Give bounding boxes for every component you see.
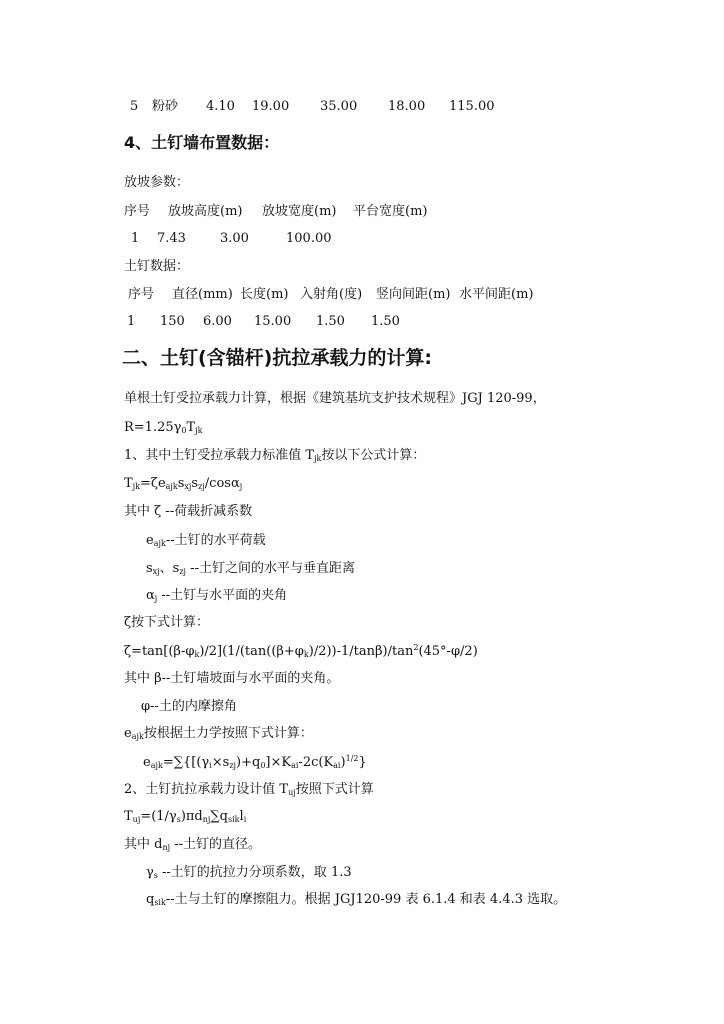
table-header-cell: 直径(mm) xyxy=(172,287,233,302)
formula-r: $R=1.25\gamma_0T_{jk}$ xyxy=(124,420,203,435)
nail-label: 土钉数据： xyxy=(124,259,190,274)
definition: $\gamma_s$ --土钉的抗拉力分项系数，取 1.3 xyxy=(146,865,352,880)
definition: $s_{xj}$、$s_{zj}$ --土钉之间的水平与垂直距离 xyxy=(146,561,355,576)
paragraph: ζ按下式计算： xyxy=(124,615,210,630)
paragraph: 单根土钉受拉承载力计算，根据《建筑基坑支护技术规程》JGJ 120-99， xyxy=(124,391,546,406)
formula-tuj: $T_{uj}=(1/\gamma_s)\pi d_{nj}\sum q_{sik}l_i$ xyxy=(124,809,247,824)
table-header-cell: 长度(m) xyxy=(240,287,289,302)
table-cell: 粉砂 xyxy=(152,99,179,114)
definition: $e_{ajk}--$土钉的水平荷载 xyxy=(146,533,266,548)
table-cell: 1 xyxy=(131,231,140,246)
table-header-cell: 序号 xyxy=(128,287,155,302)
table-header-cell: 放坡宽度(m) xyxy=(262,204,337,219)
table-cell: 115.00 xyxy=(449,99,495,114)
definition: φ--土的内摩擦角 xyxy=(141,699,237,714)
slope-label: 放坡参数： xyxy=(124,175,190,190)
table-header-cell: 水平间距(m) xyxy=(459,287,534,302)
table-header-cell: 序号 xyxy=(124,204,151,219)
table-cell: 15.00 xyxy=(254,314,292,329)
table-cell: 150 xyxy=(160,314,185,329)
table-cell: 35.00 xyxy=(320,99,358,114)
definition: 其中 ζ --荷载折减系数 xyxy=(124,504,253,519)
definition: 其中 β--土钉墙坡面与水平面的夹角。 xyxy=(124,671,340,686)
definition: $q_{sik}--$土与土钉的摩擦阻力。根据 JGJ120-99 表 6.1.4 和表 4.4.3 选取。 xyxy=(146,892,567,907)
table-cell: 7.43 xyxy=(157,231,186,246)
paragraph: 2、土钉抗拉承载力设计值 $T_{uj}$按照下式计算 xyxy=(124,782,374,797)
table-cell: 1.50 xyxy=(316,314,345,329)
definition: 其中 $d_{nj}$ --土钉的直径。 xyxy=(124,837,262,852)
section-heading: 4、土钉墙布置数据： xyxy=(124,133,280,152)
table-cell: 1.50 xyxy=(371,314,400,329)
table-cell: 100.00 xyxy=(286,231,332,246)
formula-zeta: $\zeta=\tan[(\beta-\varphi_k)/2](1/(\tan((\beta+\varphi_k)/2))-1/\tan\beta)/\tan^2(45^\circ-\varphi/2)$ xyxy=(124,643,478,659)
formula-tjk: $T_{jk}=\zeta e_{ajk}s_{xj}s_{zj}/\cos\alpha_j$ xyxy=(124,476,243,491)
table-header-cell: 竖向间距(m) xyxy=(376,287,451,302)
section-heading: 二、土钉(含锚杆)抗拉承载力的计算: xyxy=(122,347,432,369)
paragraph: 1、其中土钉受拉承载力标准值 $T_{jk}$按以下公式计算： xyxy=(124,448,426,463)
table-cell: 1 xyxy=(127,314,136,329)
table-header-cell: 平台宽度(m) xyxy=(353,204,428,219)
paragraph: $e_{ajk}$按根据土力学按照下式计算： xyxy=(124,726,313,741)
table-header-cell: 放坡高度(m) xyxy=(168,204,243,219)
table-cell: 4.10 xyxy=(206,99,235,114)
table-cell: 5 xyxy=(130,99,139,114)
formula-eajk: $e_{ajk}=\sum\{[(\gamma_i\times s_{zj})+q_0]\times K_{ai}-2c(K_{ai})^{1/2}\}$ xyxy=(143,754,367,770)
table-cell: 18.00 xyxy=(388,99,426,114)
table-header-cell: 入射角(度) xyxy=(300,287,363,302)
definition: $\alpha_j$ --土钉与水平面的夹角 xyxy=(146,588,288,603)
table-cell: 19.00 xyxy=(252,99,290,114)
table-cell: 3.00 xyxy=(220,231,249,246)
table-cell: 6.00 xyxy=(203,314,232,329)
